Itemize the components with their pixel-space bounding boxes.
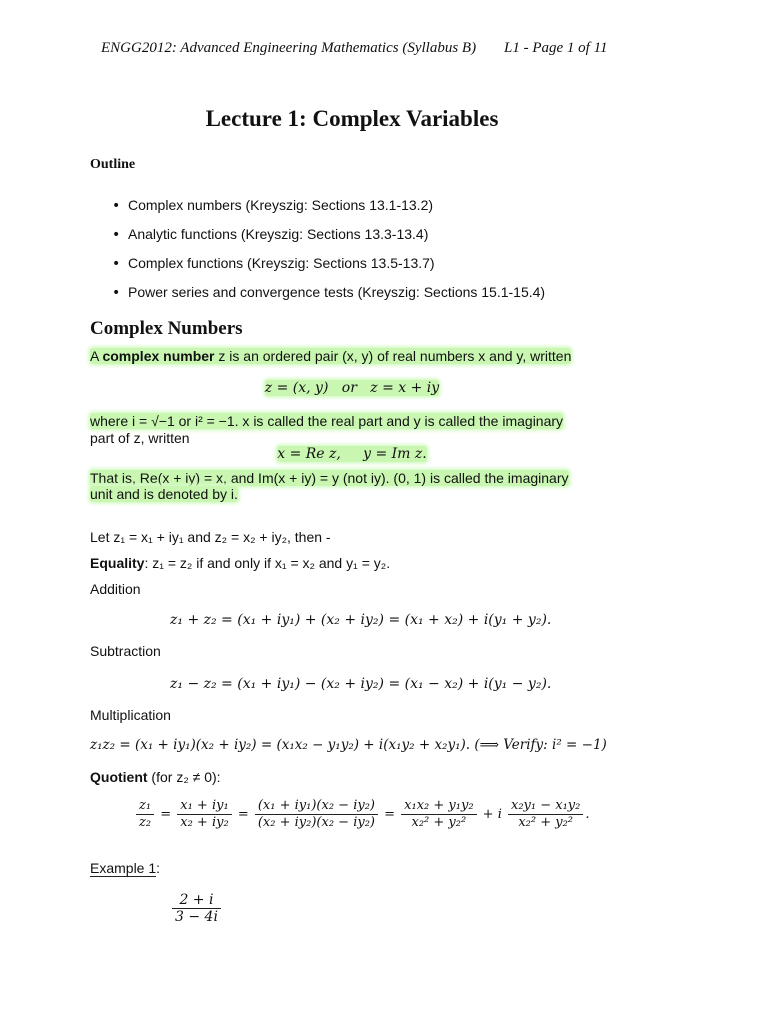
quotient-condition: (for z₂ ≠ 0): <box>147 769 221 785</box>
fraction: $\frac{\text{x₂y₁ − x₁y₂}}{\text{x₂² + y₂²}}$ <box>508 798 583 831</box>
term-complex-number: complex number <box>102 348 215 364</box>
where-line-1: where i = √−1 or i² = −1. x is called the real part and y is called the imaginary <box>90 413 564 429</box>
highlight: A complex number z is an ordered pair (x, y) of real numbers x and y, written <box>90 348 572 364</box>
equality-line <box>90 555 390 571</box>
outline-item: • Power series and convergence tests (Kreyszig: Sections 15.1-15.4) <box>112 283 545 312</box>
page-header <box>101 40 608 57</box>
that-is-line-2: unit and is denoted by i. <box>90 486 238 502</box>
definition-line <box>90 348 571 364</box>
subtraction-label: Subtraction <box>90 643 161 659</box>
outline-item: • Analytic functions (Kreyszig: Sections 13.3-13.4) <box>112 225 545 254</box>
fraction: $\frac{\text{z₁}}{\text{z₂}}$ <box>136 798 154 831</box>
fraction: $\frac{2 + i}{3 - 4i}$ <box>172 892 221 925</box>
that-is-line-1: That is, Re(x + iy) = x, and Im(x + iy) = y (not iy). (0, 1) is called the imaginary <box>90 470 569 486</box>
multiplication-label: Multiplication <box>90 707 171 723</box>
outline-list <box>112 196 545 312</box>
equality-label: Equality <box>90 555 145 571</box>
re-im-equation: x = Re z, y = Im z. <box>277 446 427 462</box>
addition-equation: z₁ + z₂ = (x₁ + iy₁) + (x₂ + iy₂) = (x₁ + x₂) + i(y₁ + y₂). <box>170 612 552 628</box>
quotient-equation: $\frac{\text{z₁}}{\text{z₂}}$ = $\frac{\text{x₁ + iy₁}}{\text{x₂ + iy₂}}$ = $\frac{\text{(x₁ + iy₁)(x₂ − iy₂)}}{\text{(x₂ + iy₂)(x₂ − iy₂)}}$ = $\frac{\text{x₁x₂ + y₁y₂}}{\text{x₂² + y₂²}}$ + i $\frac{\text{x₂y₁ − x₁y₂}}{\text{x₂² + y₂²}}$ . <box>134 798 590 831</box>
multiplication-equation: z₁z₂ = (x₁ + iy₁)(x₂ + iy₂) = (x₁x₂ − y₁y₂) + i(x₁y₂ + x₂y₁). (⟹ Verify: i² = −1) <box>90 737 607 753</box>
quotient-line <box>90 769 221 785</box>
example-label: Example 1: <box>90 860 161 876</box>
where-line-2: part of z, written <box>90 430 190 446</box>
quotient-label: Quotient <box>90 769 148 785</box>
fraction: $\frac{\text{x₁ + iy₁}}{\text{x₂ + iy₂}}$ <box>177 798 231 831</box>
addition-label: Addition <box>90 581 141 597</box>
lecture-title: Lecture 1: Complex Variables <box>205 106 499 131</box>
section-heading: Complex Numbers <box>90 318 243 339</box>
fraction: $\frac{\text{x₁x₂ + y₁y₂}}{\text{x₂² + y₂²}}$ <box>401 798 476 831</box>
fraction: $\frac{\text{(x₁ + iy₁)(x₂ − iy₂)}}{\text{(x₂ + iy₂)(x₂ − iy₂)}}$ <box>255 798 378 831</box>
example-expression <box>170 892 223 925</box>
definition-equation: z = (x, y) or z = x + iy <box>264 380 440 396</box>
outline-item: • Complex numbers (Kreyszig: Sections 13.1-13.2) <box>112 196 545 225</box>
page-number: L1 - Page 1 of 11 <box>504 40 608 56</box>
let-statement: Let z₁ = x₁ + iy₁ and z₂ = x₂ + iy₂, then - <box>90 529 331 545</box>
outline-heading: Outline <box>90 157 136 172</box>
course-title: ENGG2012: Advanced Engineering Mathematics (Syllabus B) <box>101 40 477 56</box>
outline-item: • Complex functions (Kreyszig: Sections 13.5-13.7) <box>112 254 545 283</box>
subtraction-equation: z₁ − z₂ = (x₁ + iy₁) − (x₂ + iy₂) = (x₁ − x₂) + i(y₁ − y₂). <box>170 676 552 692</box>
equality-text: : z₁ = z₂ if and only if x₁ = x₂ and y₁ = y₂. <box>144 555 391 571</box>
